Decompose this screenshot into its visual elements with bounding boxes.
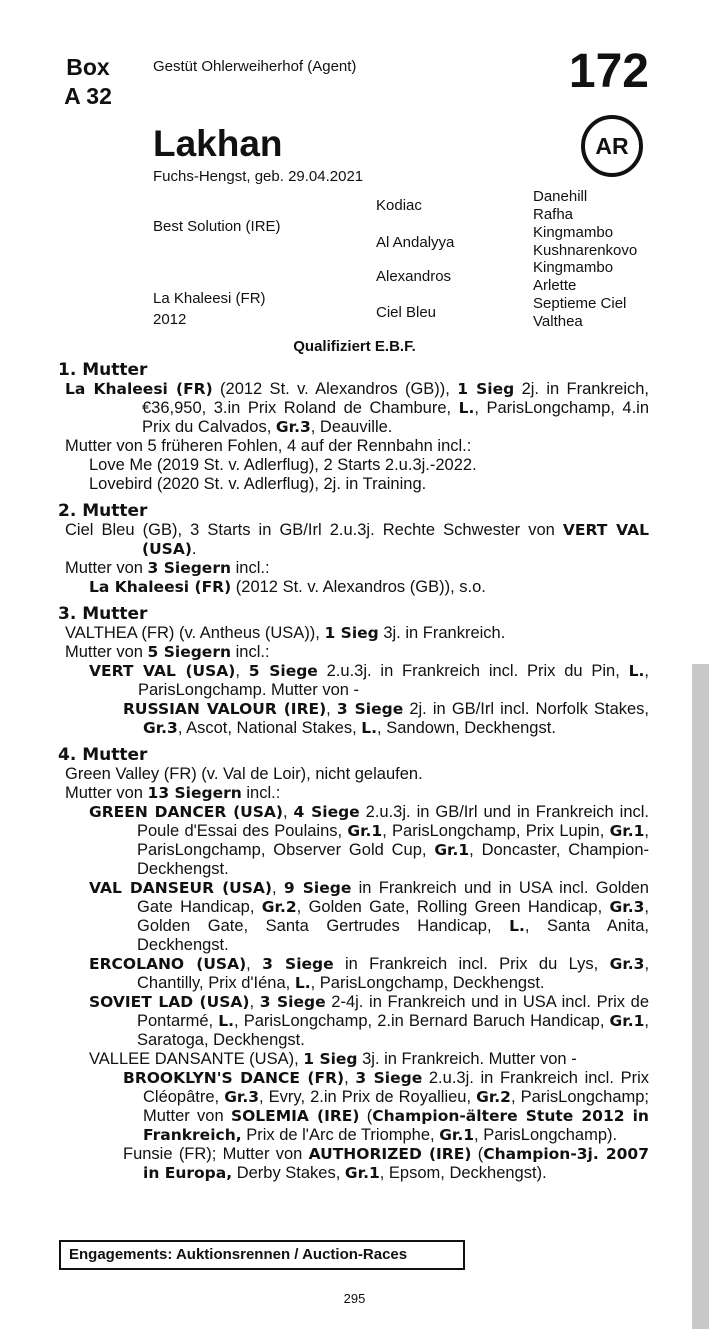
- pedigree-ggs-8: Valthea: [533, 313, 583, 330]
- foal-entry: Love Me (2019 St. v. Adlerflug), 2 Starts 2.u.3j.-2022.: [89, 456, 477, 474]
- produce-entry: La Khaleesi (FR) (2012 St. v. Alexandros (GB)), s.o.: [89, 578, 486, 596]
- pedigree-dam-year: 2012: [153, 311, 187, 328]
- pedigree-grandsire-4: Ciel Bleu: [376, 304, 437, 321]
- qualification: Qualifiziert E.B.F.: [293, 338, 416, 355]
- scrollbar[interactable]: [692, 664, 709, 1329]
- birth-info: Fuchs-Hengst, geb. 29.04.2021: [153, 168, 364, 185]
- produce-entry: ERCOLANO (USA), 3 Siege in Frankreich incl. Prix du Lys, Gr.3, Chantilly, Prix d'Iéna, L., ParisLongchamp, Deckhengst.: [89, 955, 650, 992]
- fourth-dam-heading: 4. Mutter: [58, 745, 148, 765]
- pedigree-sire: Best Solution (IRE): [153, 218, 281, 235]
- fourth-dam-section: [58, 745, 649, 1183]
- page-number: 295: [343, 1291, 366, 1306]
- third-dam-heading: 3. Mutter: [58, 604, 148, 624]
- fourth-dam-produce: Mutter von 13 Siegern incl.:: [65, 784, 281, 802]
- produce-entry: RUSSIAN VALOUR (IRE), 3 Siege 2j. in GB/Irl incl. Norfolk Stakes, Gr.3, Ascot, National Stakes, L., Sandown, Deckhengst.: [123, 700, 650, 737]
- lot-number: 172: [568, 45, 649, 98]
- pedigree-grandsire-2: Al Andalyya: [376, 234, 455, 251]
- box-location: [62, 53, 114, 111]
- pedigree-ggs-1: Danehill: [533, 188, 588, 205]
- second-dam-record: Ciel Bleu (GB), 3 Starts in GB/Irl 2.u.3j. Rechte Schwester von VERT VAL (USA).: [65, 521, 649, 558]
- pedigree-ggs-3: Kingmambo: [533, 224, 614, 241]
- produce-entry: Funsie (FR); Mutter von AUTHORIZED (IRE) (Champion-3j. 2007 in Europa, Derby Stakes, Gr.1, Epsom, Deckhengst).: [123, 1145, 649, 1182]
- fourth-dam-record: Green Valley (FR) (v. Val de Loir), nicht gelaufen.: [65, 765, 423, 783]
- pedigree-grandsire-3: Alexandros: [376, 268, 452, 285]
- third-dam-section: [58, 604, 649, 738]
- first-dam-heading: 1. Mutter: [58, 360, 148, 380]
- second-dam-heading: 2. Mutter: [58, 501, 148, 521]
- ar-badge: AR: [581, 115, 643, 177]
- second-dam-produce: Mutter von 3 Siegern incl.:: [65, 559, 270, 577]
- pedigree-grandsire-1: Kodiac: [376, 197, 422, 214]
- horse-name: Lakhan: [153, 123, 283, 164]
- first-dam-foals: Mutter von 5 früheren Fohlen, 4 auf der Rennbahn incl.:: [65, 437, 472, 455]
- third-dam-record: VALTHEA (FR) (v. Antheus (USA)), 1 Sieg 3j. in Frankreich.: [65, 624, 506, 642]
- consignor: Gestüt Ohlerweiherhof (Agent): [153, 58, 357, 75]
- pedigree-ggs-6: Arlette: [533, 277, 577, 294]
- first-dam-section: [58, 360, 649, 494]
- pedigree-ggs-4: Kushnarenkovo: [533, 242, 638, 259]
- produce-entry: VERT VAL (USA), 5 Siege 2.u.3j. in Frankreich incl. Prix du Pin, L., ParisLongchamp. Mutter von -: [89, 662, 649, 699]
- pedigree-ggs-2: Rafha: [533, 206, 574, 223]
- pedigree-ggs-7: Septieme Ciel: [533, 295, 627, 312]
- first-dam-record: La Khaleesi (FR) (2012 St. v. Alexandros (GB)), 1 Sieg 2j. in Frankreich, €36,950, 3.in Prix Roland de Chambure, L., ParisLongchamp, 4.in Prix du Calvados, Gr.3, Deauville.: [65, 380, 650, 436]
- pedigree-ggs-5: Kingmambo: [533, 259, 614, 276]
- box-label: Box: [66, 54, 110, 80]
- foal-entry: Lovebird (2020 St. v. Adlerflug), 2j. in Training.: [89, 475, 427, 493]
- produce-entry: VAL DANSEUR (USA), 9 Siege in Frankreich und in USA incl. Golden Gate Handicap, Gr.2, Golden Gate, Rolling Green Handicap, Gr.3, Golden Gate, Santa Gertrudes Handicap, L., Santa Anita, Deckhengst.: [89, 879, 650, 954]
- second-dam-section: [58, 501, 649, 597]
- produce-entry: BROOKLYN'S DANCE (FR), 3 Siege 2.u.3j. in Frankreich incl. Prix Cléopâtre, Gr.3, Evry, 2.in Prix de Royallieu, Gr.2, ParisLongchamp; Mutter von SOLEMIA (IRE) (Champion-ältere Stute 2012 in Frankreich, Prix de l'Arc de Triomphe, Gr.1, ParisLongchamp).: [123, 1069, 649, 1144]
- produce-entry: SOVIET LAD (USA), 3 Siege 2-4j. in Frankreich und in USA incl. Prix de Pontarmé, L., ParisLongchamp, 2.in Bernard Baruch Handicap, Gr.1, Saratoga, Deckhengst.: [89, 993, 650, 1049]
- engagements-box: Engagements: Auktionsrennen / Auction-Races: [59, 1240, 465, 1270]
- pedigree-dam: La Khaleesi (FR): [153, 290, 266, 307]
- third-dam-produce: Mutter von 5 Siegern incl.:: [65, 643, 270, 661]
- box-number: A 32: [64, 83, 112, 109]
- family-section: [58, 360, 649, 1190]
- produce-entry: VALLEE DANSANTE (USA), 1 Sieg 3j. in Frankreich. Mutter von -: [89, 1050, 577, 1068]
- produce-entry: GREEN DANCER (USA), 4 Siege 2.u.3j. in GB/Irl und in Frankreich incl. Poule d'Essai des Poulains, Gr.1, ParisLongchamp, Prix Lupin, Gr.1, ParisLongchamp, Observer Gold Cup, Gr.1, Doncaster, Champion-Deckhengst.: [89, 803, 650, 878]
